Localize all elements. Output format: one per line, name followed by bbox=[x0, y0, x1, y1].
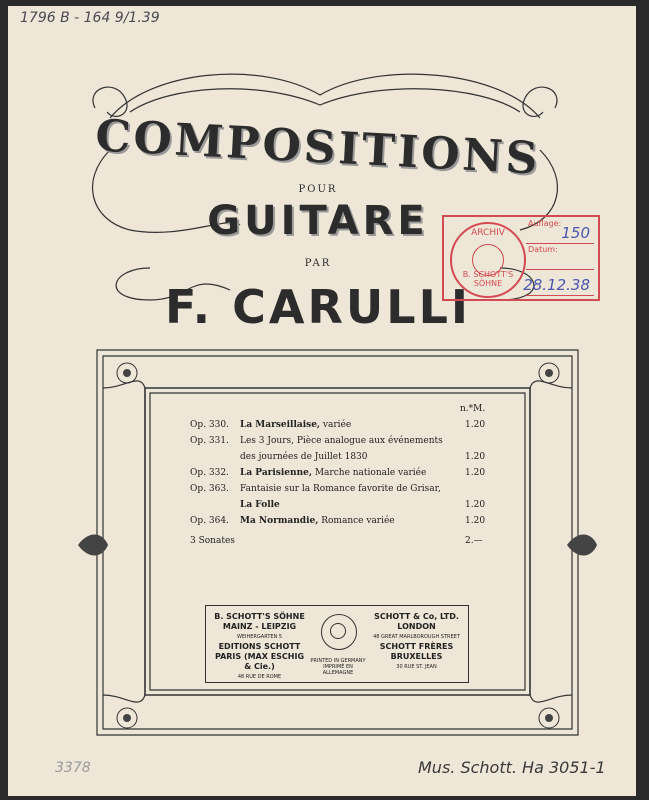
opus-number: Op. 331. bbox=[190, 436, 229, 446]
work-title bbox=[240, 516, 395, 526]
work-price: 1.20 bbox=[465, 500, 486, 510]
opus-number: Op. 330. bbox=[190, 420, 229, 430]
pub-left-6: 48 RUE DE ROME bbox=[237, 674, 282, 680]
work-title-bold: La Folle bbox=[240, 500, 280, 510]
opus-number: Op. 363. bbox=[190, 484, 229, 494]
pub-right-5: BRUXELLES bbox=[390, 652, 443, 661]
price-header: n.*M. bbox=[460, 404, 486, 414]
work-title bbox=[240, 420, 351, 430]
pub-left-5: PARIS (MAX ESCHIG & Cie.) bbox=[214, 652, 305, 671]
work-title-bold: La Marseillaise, bbox=[240, 420, 321, 430]
title-compositions: COMPOSITIONS bbox=[94, 110, 542, 185]
work-row bbox=[160, 484, 500, 498]
datum-field bbox=[526, 245, 594, 270]
work-title-rest: Romance variée bbox=[318, 516, 395, 526]
archive-seal bbox=[450, 222, 526, 298]
imprint-left bbox=[212, 612, 307, 682]
pub-left-1: B. SCHOTT'S SÖHNE bbox=[214, 612, 305, 621]
work-price: 1.20 bbox=[465, 516, 486, 526]
datum-value-field bbox=[523, 271, 594, 296]
work-row bbox=[160, 516, 500, 530]
publisher-logo-inner-icon bbox=[330, 623, 346, 639]
author-name: F. CARULLI bbox=[164, 280, 472, 334]
stock-number: 3378 bbox=[55, 760, 91, 776]
work-row bbox=[160, 500, 500, 514]
publisher-imprint bbox=[205, 605, 469, 683]
seal-top-text: ARCHIV bbox=[471, 228, 505, 238]
pub-left-2: MAINZ - LEIPZIG bbox=[222, 622, 297, 631]
work-title-bold: La Parisienne, bbox=[240, 468, 312, 478]
work-title bbox=[240, 500, 280, 510]
datum-label: Datum: bbox=[528, 245, 558, 254]
pub-right-4: SCHOTT FRÈRES bbox=[379, 642, 454, 651]
pub-left-3: WEIHERGARTEN 5 bbox=[236, 634, 283, 640]
opus-number: 3 Sonates bbox=[190, 536, 235, 546]
work-price: 1.20 bbox=[465, 420, 486, 430]
shelfmark: Mus. Schott. Ha 3051-1 bbox=[418, 758, 606, 777]
work-title bbox=[240, 436, 443, 446]
auflage-label: Auflage: bbox=[528, 219, 562, 228]
work-title bbox=[240, 484, 441, 494]
work-row bbox=[160, 452, 500, 466]
pub-left-4: EDITIONS SCHOTT bbox=[218, 642, 301, 651]
work-title bbox=[240, 468, 426, 478]
work-row bbox=[160, 536, 500, 550]
work-title-rest: variée bbox=[320, 420, 352, 430]
pub-right-2: LONDON bbox=[397, 622, 436, 631]
pub-right-3: 48 GREAT MARLBOROUGH STREET bbox=[373, 634, 460, 640]
opus-number: Op. 364. bbox=[190, 516, 229, 526]
work-title-bold: Ma Normandie, bbox=[240, 516, 319, 526]
work-row bbox=[160, 468, 500, 482]
imprint-right bbox=[369, 612, 464, 672]
work-row bbox=[160, 420, 500, 434]
work-row bbox=[160, 436, 500, 450]
seal-bottom-text: B. SCHOTT'S SÖHNE bbox=[462, 270, 514, 288]
title-pour: POUR bbox=[298, 184, 338, 195]
title-par: PAR bbox=[304, 258, 332, 269]
work-title-rest: des journées de Juillet 1830 bbox=[240, 452, 368, 462]
handwritten-reference: 1796 B - 164 9/1.39 bbox=[20, 10, 160, 26]
work-price: 2.— bbox=[465, 536, 483, 546]
work-title bbox=[240, 452, 368, 462]
work-price: 1.20 bbox=[465, 468, 486, 478]
title-guitare: GUITARE bbox=[207, 198, 429, 244]
pub-right-6: 30 RUE ST. JEAN bbox=[396, 664, 437, 670]
printed-in-germany: PRINTED IN GERMANY IMPRIMÉ EN ALLEMAGNE bbox=[310, 658, 366, 676]
work-title-rest: Marche nationale variée bbox=[311, 468, 427, 478]
work-title-rest: Les 3 Jours, Pièce analogue aux événements bbox=[240, 436, 443, 446]
opus-number: Op. 332. bbox=[190, 468, 229, 478]
auflage-value: 150 bbox=[561, 224, 590, 242]
work-title-rest: Fantaisie sur la Romance favorite de Grisar, bbox=[240, 484, 441, 494]
archive-stamp bbox=[442, 215, 600, 301]
pub-right-1: SCHOTT & Co, LTD. bbox=[374, 612, 459, 621]
auflage-field bbox=[526, 219, 594, 244]
work-price: 1.20 bbox=[465, 452, 486, 462]
datum-value: 28.12.38 bbox=[523, 276, 590, 294]
